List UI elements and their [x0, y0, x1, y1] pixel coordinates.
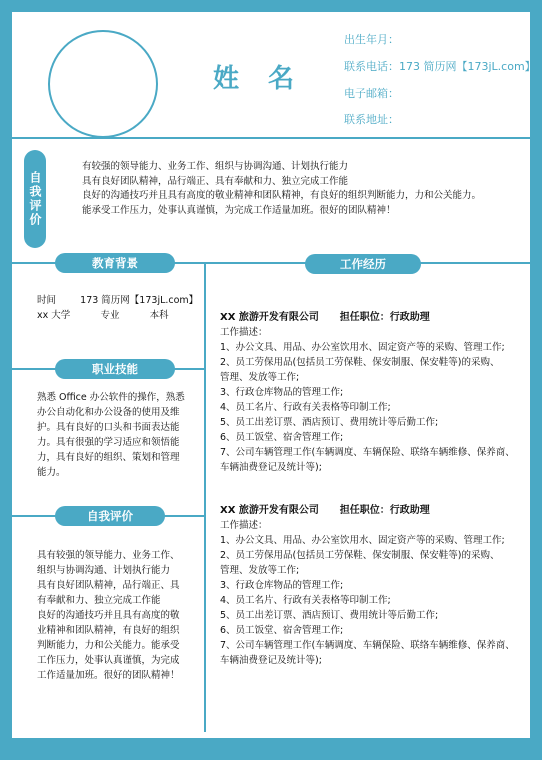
self-eval-pill: 自我评价 [55, 506, 165, 526]
skills-line: 护。具有良好的口头和书面表达能 [37, 422, 180, 433]
self-eval-left-line: 业精神和团队精神，有良好的组织 [37, 625, 180, 636]
self-eval-line: 能承受工作压力，处事认真谨慎，为完成工作适量加班。很好的团队精神！ [82, 204, 396, 216]
phone-field: 联系电话：173 简历网【173jL.com】 [344, 60, 536, 73]
self-eval-line: 良好的沟通技巧并且具有高度的敬业精神和团队精神，有良好的组织判断能力，力和公关能力。 [82, 190, 482, 201]
job-header: XX 旅游开发有限公司 担任职位：行政助理 [220, 505, 430, 516]
job-item: 3、行政仓库物品的管理工作; [220, 387, 344, 398]
self-eval-left-line: 良好的沟通技巧并且具有高度的敬 [37, 610, 180, 621]
skills-line: 办公自动化和办公设备的使用及维 [37, 407, 180, 418]
address-field: 联系地址： [344, 113, 399, 126]
job-item: 1、办公文具、用品、办公室饮用水、固定资产等的采购、管理工作; [220, 535, 505, 546]
skills-pill: 职业技能 [55, 359, 175, 379]
self-eval-left-block [37, 548, 202, 683]
work-pill: 工作经历 [305, 254, 421, 274]
self-eval-left-line: 具有良好团队精神，品行端正、具 [37, 580, 180, 591]
job-item: 车辆油费登记及统计等); [220, 462, 322, 473]
job-item: 4、员工名片、行政有关表格等印制工作; [220, 595, 391, 606]
job-item: 7、公司车辆管理工作(车辆调度、车辆保险、联络车辆维修、保养商、 [220, 447, 515, 458]
birth-field: 出生年月： [344, 33, 399, 46]
job-header: XX 旅游开发有限公司 担任职位：行政助理 [220, 312, 430, 323]
job-item: 3、行政仓库物品的管理工作; [220, 580, 344, 591]
job-item: 2、员工劳保用品(包括员工劳保鞋、保安制服、保安鞋等)的采购、 [220, 357, 500, 368]
divider [12, 137, 530, 139]
photo-placeholder [48, 30, 158, 138]
education-block [37, 293, 202, 323]
resume-name: 姓 名 [213, 64, 305, 94]
self-eval-left-line: 有奉献和力、独立完成工作能 [37, 595, 161, 606]
self-eval-top-text [82, 160, 502, 218]
self-eval-left-line: 判断能力，力和公关能力。能承受 [37, 640, 180, 651]
email-field: 电子邮箱： [344, 87, 399, 100]
job-item: 1、办公文具、用品、办公室饮用水、固定资产等的采购、管理工作; [220, 342, 505, 353]
column-divider [204, 262, 206, 732]
skills-block [37, 390, 202, 480]
self-eval-left-line: 工作适量加班。很好的团队精神！ [37, 670, 180, 681]
skills-line: 力。具有很强的学习适应和领悟能 [37, 437, 180, 448]
skills-line: 力，具有良好的组织、策划和管理 [37, 452, 180, 463]
job-item: 4、员工名片、行政有关表格等印制工作; [220, 402, 391, 413]
job-item: 管理、发放等工作; [220, 565, 300, 576]
job-block [220, 310, 520, 475]
job-desc-label: 工作描述： [220, 520, 268, 531]
self-eval-left-line: 工作压力，处事认真谨慎，为完成 [37, 655, 180, 666]
job-item: 管理、发放等工作; [220, 372, 300, 383]
skills-line: 熟悉 Office 办公软件的操作，熟悉 [37, 392, 185, 403]
self-eval-line: 有较强的领导能力、业务工作、组织与协调沟通、计划执行能力 [82, 161, 349, 172]
education-pill: 教育背景 [55, 253, 175, 273]
self-eval-left-line: 具有较强的领导能力、业务工作、 [37, 550, 180, 561]
job-item: 5、员工出差订票、酒店预订、费用统计等后勤工作; [220, 417, 439, 428]
job-block [220, 503, 520, 668]
education-line: 时间 173 简历网【173jL.com】 [37, 295, 199, 306]
skills-line: 能力。 [37, 467, 66, 478]
job-item: 6、员工饭堂、宿舍管理工作; [220, 432, 344, 443]
self-eval-vertical-pill: 自我评价 [24, 150, 46, 248]
education-line: xx 大学 专业 本科 [37, 310, 169, 321]
self-eval-left-line: 组织与协调沟通、计划执行能力 [37, 565, 171, 576]
self-eval-line: 具有良好团队精神，品行端正、具有奉献和力、独立完成工作能 [82, 175, 349, 187]
job-desc-label: 工作描述： [220, 327, 268, 338]
job-item: 5、员工出差订票、酒店预订、费用统计等后勤工作; [220, 610, 439, 621]
job-item: 车辆油费登记及统计等); [220, 655, 322, 666]
job-item: 7、公司车辆管理工作(车辆调度、车辆保险、联络车辆维修、保养商、 [220, 640, 515, 651]
job-item: 2、员工劳保用品(包括员工劳保鞋、保安制服、保安鞋等)的采购、 [220, 550, 500, 561]
job-item: 6、员工饭堂、宿舍管理工作; [220, 625, 344, 636]
